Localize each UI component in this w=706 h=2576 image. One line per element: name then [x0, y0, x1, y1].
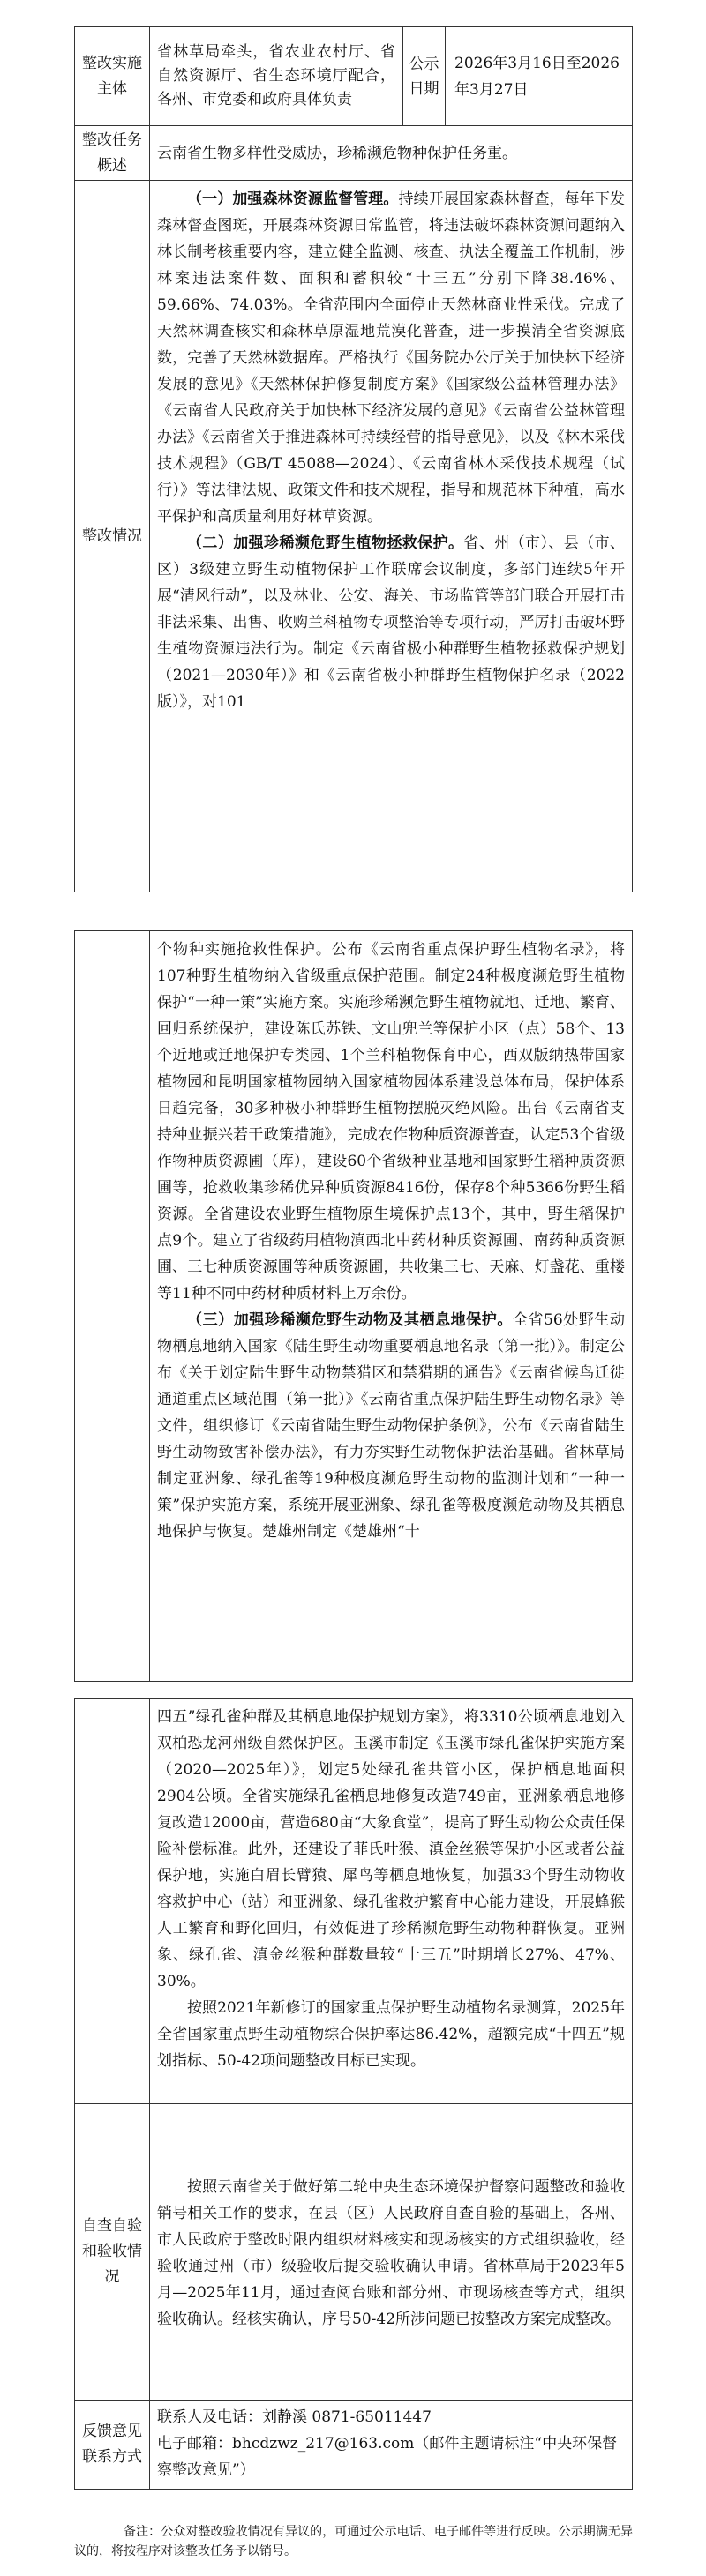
- situation-text-1: [150, 181, 632, 892]
- subject-row: [75, 27, 632, 126]
- publicity-label: 公示日期: [403, 27, 446, 125]
- table-segment-1: [74, 26, 633, 892]
- paragraph-heading: （三）加强珍稀濒危野生动物及其栖息地保护。: [187, 1311, 513, 1329]
- acceptance-text-wrap: [150, 2104, 632, 2400]
- feedback-label: 反馈意见联系方式: [75, 2401, 150, 2489]
- feedback-contact-wrap: [150, 2401, 632, 2489]
- acceptance-row: [75, 2104, 632, 2401]
- paragraph: [157, 1704, 625, 1995]
- paragraph: [157, 186, 625, 530]
- paragraph: [157, 1995, 625, 2074]
- paragraph-heading: （二）加强珍稀濒危野生植物拯救保护。: [187, 534, 464, 552]
- feedback-contact: 联系人及电话：刘静溪 0871-65011447: [157, 2408, 432, 2426]
- table-segment-3: [74, 1698, 633, 2490]
- situation-row-1: [75, 181, 632, 892]
- situation-text-2: [150, 931, 632, 1681]
- paragraph-body: 个物种实施抢救性保护。公布《云南省重点保护野生植物名录》，将107种野生植物纳入省级重点保护范围。制定24种极度濒危野生植物保护“一种一策”实施方案。实施珍稀濒危野生植物就地、迁地、繁育、回归系统保护，建设陈氏苏铁、文山兜兰等保护小区（点）58个、13个近地或迁地保护专类园、1个兰科植物保育中心，西双版纳热带国家植物园和昆明国家植物园纳入国家植物园体系建设总体布局，保护体系日趋完备，30多种极小种群野生植物摆脱灭绝风险。出台《云南省支持种业振兴若干政策措施》，完成农作物种质资源普查，认定53个省级作物种质资源圃（库），建设60个省级种业基地和国家野生稻种质资源圃等，抢救收集珍稀优异种质资源8416份，保存8个种5366份野生稻资源。全省建设农业野生植物原生境保护点13个，其中，野生稻保护点9个。建立了省级药用植物滇西北中药材种质资源圃、南药种质资源圃、三七种质资源圃等种质资源圃，共收集三七、天麻、灯盏花、重楼等11种不同中药材种质材料上万余份。: [157, 941, 625, 1303]
- situation-row-3: [75, 1699, 632, 2104]
- publicity-value: 2026年3月16日至2026年3月27日: [454, 54, 620, 99]
- subject-label: 整改实施主体: [75, 27, 150, 126]
- remark-note: 备注：公众对整改验收情况有异议的，可通过公示电话、电子邮件等进行反映。公示期满无异议的，将按程序对该整改任务予以销号。: [74, 2525, 633, 2558]
- paragraph-body: 按照2021年新修订的国家重点保护野生动植物名录测算，2025年全省国家重点野生动植物综合保护率达86.42%，超额完成“十四五”规划指标、50-42项问题整改目标已实现。: [157, 1999, 625, 2070]
- feedback-row: [75, 2401, 632, 2489]
- acceptance-text: 按照云南省关于做好第二轮中央生态环境保护督察问题整改和验收销号相关工作的要求，在县（区）人民政府自查自验的基础上，各州、市人民政府于整改时限内组织材料核实和现场核实的方式组织验收，经验收通过州（市）级验收后提交验收确认申请。省林草局于2023年5月—2025年11月，通过查阅台账和部分州、市现场核查等方式，组织验收确认。经核实确认，序号50-42所涉问题已按整改方案完成整改。: [157, 2177, 625, 2328]
- situation-label-continued: [75, 1699, 150, 2103]
- paragraph-body: 四五”绿孔雀种群及其栖息地保护规划方案》，将3310公顷栖息地划入双柏恐龙河州级自然保护区。玉溪市制定《玉溪市绿孔雀保护实施方案（2020—2025年）》，划定5处绿孔雀共管小区，保护栖息地面积2904公顷。全省实施绿孔雀栖息地修复改造749亩，亚洲象栖息地修复改造12000亩，营造680亩“大象食堂”，提高了野生动物公众责任保险补偿标准。此外，还建设了菲氏叶猴、滇金丝猴等保护小区或者公益保护地，实施白眉长臂猿、犀鸟等栖息地恢复，加强33个野生动物收容救护中心（站）和亚洲象、绿孔雀救护繁育中心能力建设，开展蜂猴人工繁育和野化回归，有效促进了珍稀濒危野生动物种群恢复。亚洲象、绿孔雀、滇金丝猴种群数量较“十三五”时期增长27%、47%、30%。: [157, 1708, 625, 1990]
- paragraph: [157, 937, 625, 1307]
- feedback-email: 电子邮箱：bhcdzwz_217@163.com（邮件主题请标注“中央环保督察整改意见”）: [157, 2435, 618, 2479]
- task-label: 整改任务概述: [75, 126, 150, 180]
- paragraph: [157, 530, 625, 715]
- table-segment-2: [74, 930, 633, 1682]
- paragraph: [157, 1307, 625, 1545]
- acceptance-label: 自查自验和验收情况: [75, 2104, 150, 2400]
- situation-row-2: [75, 931, 632, 1681]
- paragraph-body: 省、州（市）、县（市、区）3级建立野生动植物保护工作联席会议制度，多部门连续5年开展“清风行动”，以及林业、公安、海关、市场监管等部门联合开展打击非法采集、出售、收购兰科植物专项整治等专项行动，严厉打击破坏野生植物资源违法行为。制定《云南省极小种群野生植物拯救保护规划（2021—2030年）》和《云南省极小种群野生植物保护名录（2022版）》，对101: [157, 534, 626, 711]
- paragraph-body: 持续开展国家森林督查，每年下发森林督查图斑，开展森林资源日常监管，将违法破坏森林资源问题纳入林长制考核重要内容，建立健全监测、核查、执法全覆盖工作机制，涉林案违法案件数、面积和蓄积较“十三五”分别下降38.46%、59.66%、74.03%。全省范围内全面停止天然林商业性采伐。完成了天然林调查核实和森林草原湿地荒漠化普查，进一步摸清全省资源底数，完善了天然林数据库。严格执行《国务院办公厅关于加快林下经济发展的意见》《天然林保护修复制度方案》《国家级公益林管理办法》《云南省人民政府关于加快林下经济发展的意见》《云南省公益林管理办法》《云南省关于推进森林可持续经营的指导意见》，以及《林木采伐技术规程》（GB/T 45088—2024）、《云南省林木采伐技术规程（试行）》等法律法规、政策文件和技术规程，指导和规范林下种植，高水平保护和高质量利用好林草资源。: [157, 190, 625, 526]
- paragraph-body: 全省56处野生动物栖息地纳入国家《陆生野生动物重要栖息地名录（第一批）》。制定公布《关于划定陆生野生动物禁猎区和禁猎期的通告》《云南省候鸟迁徙通道重点区域范围（第一批）》《云南省重点保护陆生野生动物名录》等文件，组织修订《云南省陆生野生动物保护条例》，公布《云南省陆生野生动物致害补偿办法》，有力夯实野生动物保护法治基础。省林草局制定亚洲象、绿孔雀等19种极度濒危野生动物的监测计划和“一种一策”保护实施方案，系统开展亚洲象、绿孔雀等极度濒危动物及其栖息地保护与恢复。楚雄州制定《楚雄州“十: [157, 1311, 625, 1541]
- task-value: 云南省生物多样性受威胁，珍稀濒危物种保护任务重。: [157, 144, 517, 162]
- situation-label-continued: [75, 931, 150, 1681]
- situation-label: 整改情况: [75, 181, 150, 892]
- situation-text-3: [150, 1699, 632, 2103]
- subject-value: 省林草局牵头，省农业农村厅、省自然资源厅、省生态环境厅配合，各州、市党委和政府具体负责: [150, 27, 403, 125]
- task-row: [75, 126, 632, 181]
- paragraph-heading: （一）加强森林资源监督管理。: [187, 190, 399, 208]
